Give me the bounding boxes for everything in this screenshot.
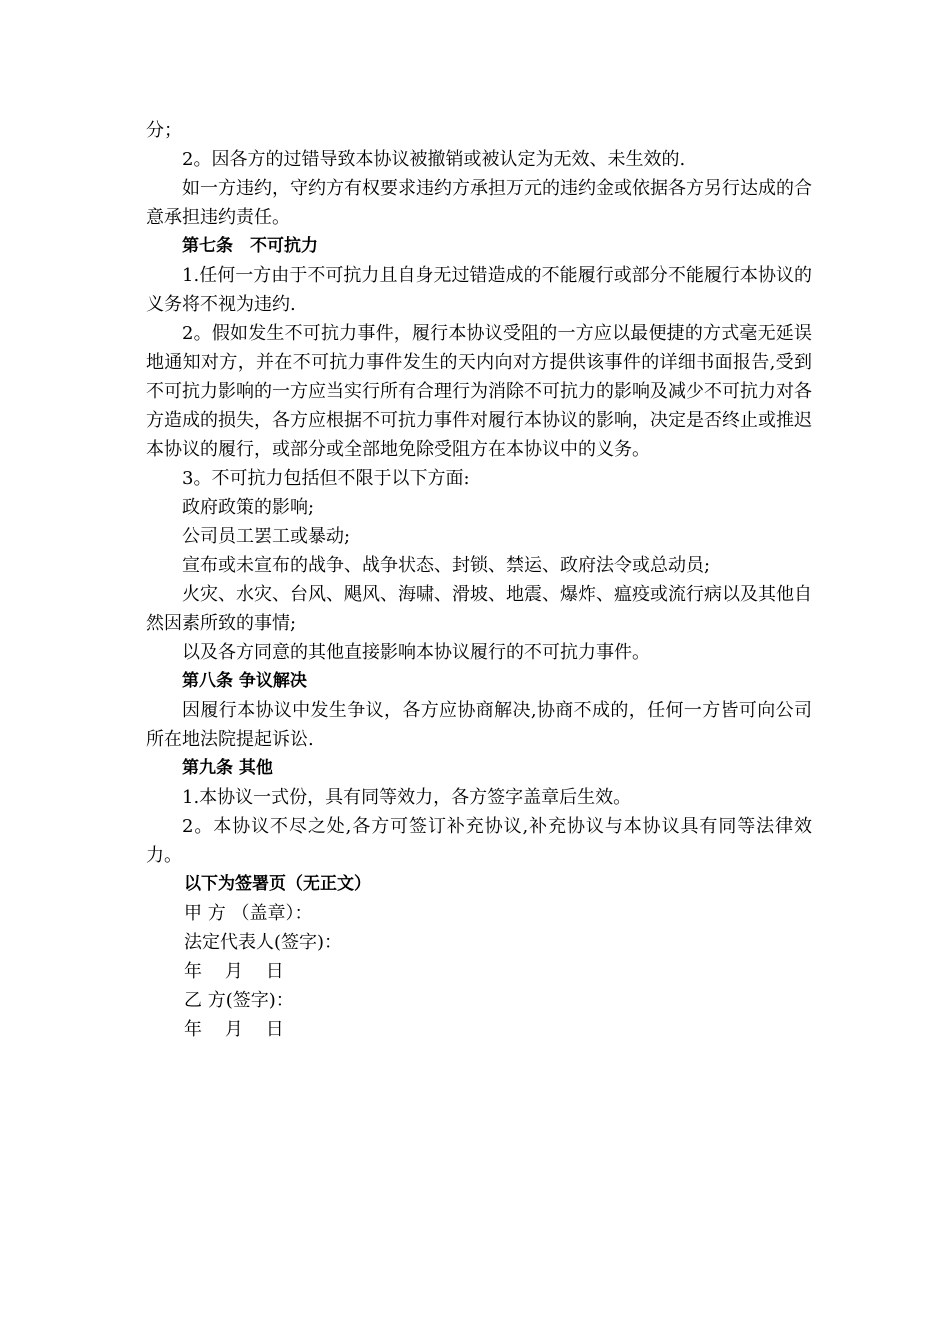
list-item-other-events: 以及各方同意的其他直接影响本协议履行的不可抗力事件。 xyxy=(182,642,650,663)
party-a-date: 年 月 日 xyxy=(184,961,284,982)
legal-representative-signature: 法定代表人(签字)： xyxy=(184,932,343,953)
paragraph-force-majeure-2: 2。假如发生不可抗力事件，履行本协议受阻的一方应以最便捷的方式毫无延误地通知对方，并在不可抗力事件发生的天内向对方提供该事件的详细书面报告,受到不可抗力影响的一方应当实行所有合理行为消除不可抗力的影响及减少不可抗力对各方造成的损失，各方应根据不可抗力事件对履行本协议的影响，决定是否终止或推迟本协议的履行，或部分或全部地免除受阻方在本协议中的义务。 xyxy=(146,323,812,460)
signature-page-title: 以下为签署页（无正文） xyxy=(184,874,371,894)
party-b-signature: 乙 方(签字)： xyxy=(184,990,294,1011)
paragraph-other-2: 2。本协议不尽之处,各方可签订补充协议,补充协议与本协议具有同等法律效力。 xyxy=(146,816,812,866)
paragraph-other-1: 1.本协议一式份，具有同等效力，各方签字盖章后生效。 xyxy=(182,787,632,808)
heading-article-8: 第八条 争议解决 xyxy=(182,671,307,691)
paragraph-penalty: 如一方违约，守约方有权要求违约方承担万元的违约金或依据各方另行达成的合意承担违约责任。 xyxy=(146,178,812,228)
party-b-date: 年 月 日 xyxy=(184,1019,284,1040)
document-page xyxy=(146,116,812,1044)
list-item-strike: 公司员工罢工或暴动; xyxy=(182,526,351,547)
heading-article-9: 第九条 其他 xyxy=(182,758,273,778)
paragraph-dispute: 因履行本协议中发生争议，各方应协商解决,协商不成的，任何一方皆可向公司所在地法院提起诉讼. xyxy=(146,700,812,750)
list-item-natural-disaster: 火灾、水灾、台风、飓风、海啸、滑坡、地震、爆炸、瘟疫或流行病以及其他自然因素所致的事情; xyxy=(146,584,812,634)
heading-article-7: 第七条 不可抗力 xyxy=(182,236,318,256)
paragraph-force-majeure-1: 1.任何一方由于不可抗力且自身无过错造成的不能履行或部分不能履行本协议的义务将不视为违约. xyxy=(146,265,812,315)
list-item-policy: 政府政策的影响; xyxy=(182,497,315,518)
paragraph-force-majeure-3: 3。不可抗力包括但不限于以下方面: xyxy=(182,468,470,489)
paragraph-continuation: 分； xyxy=(146,120,182,141)
party-a-seal: 甲 方 （盖章）： xyxy=(184,903,313,924)
list-item-war: 宣布或未宣布的战争、战争状态、封锁、禁运、政府法令或总动员; xyxy=(182,555,711,576)
paragraph-breach-2: 2。因各方的过错导致本协议被撤销或被认定为无效、未生效的. xyxy=(182,149,686,170)
